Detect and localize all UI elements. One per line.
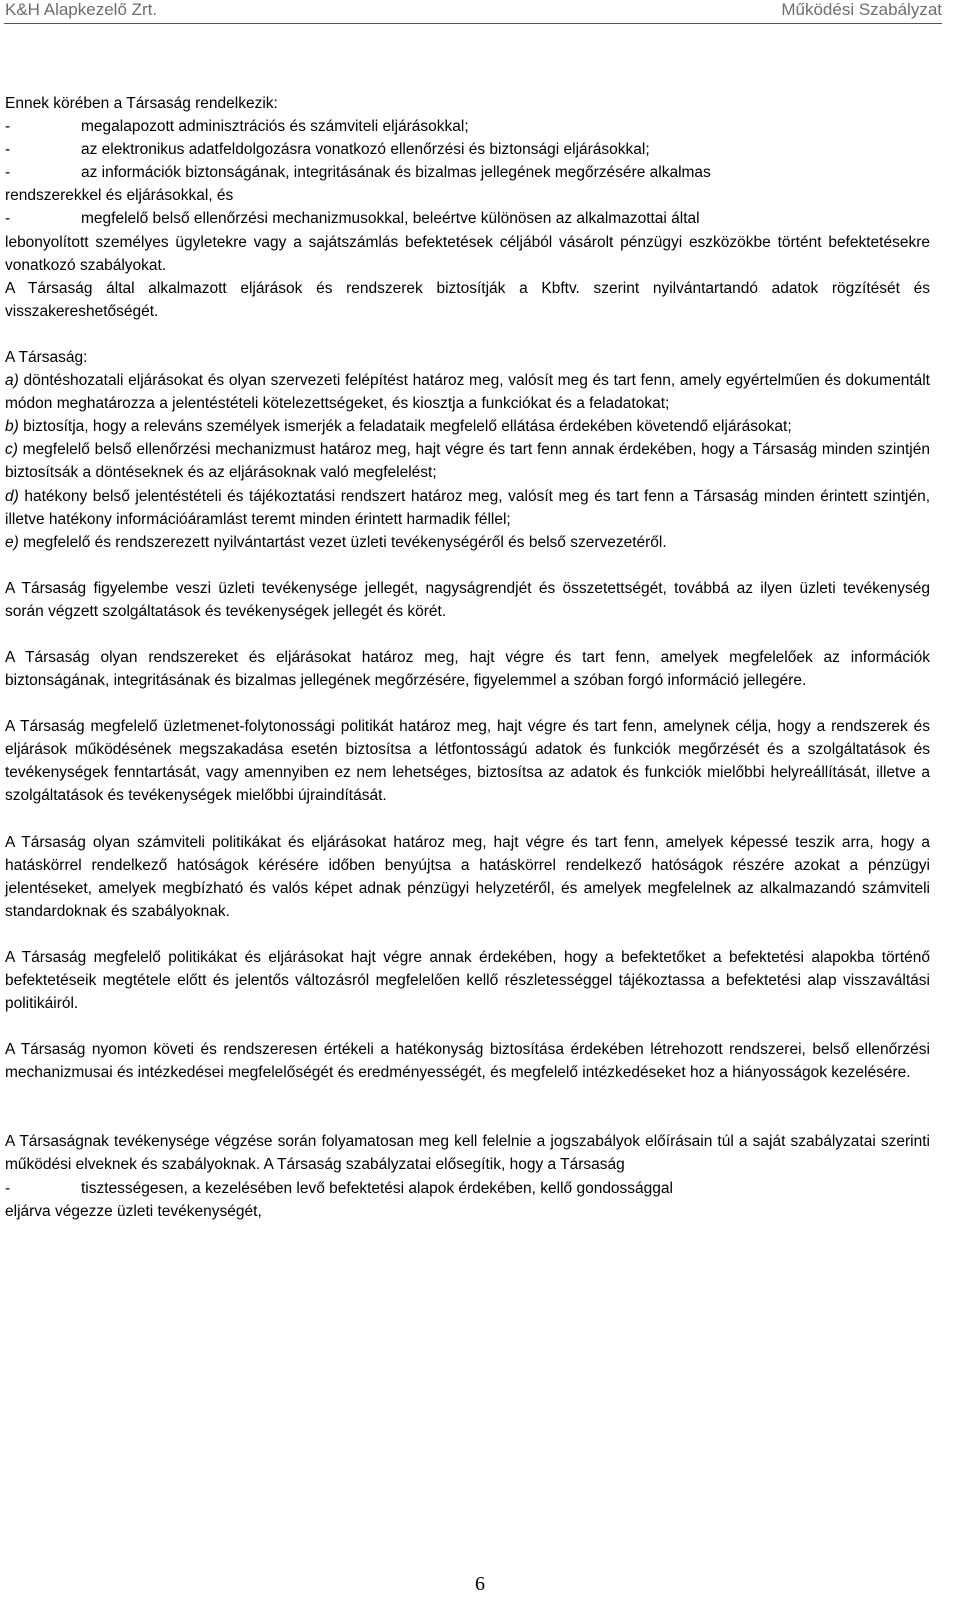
- dash-item: [5, 1177, 930, 1200]
- paragraph-gap: [5, 808, 930, 831]
- paragraph: A Társaság figyelembe veszi üzleti tevékenysége jellegét, nagyságrendjét és összetettségét, továbbá az ilyen üzleti tevékenység során végzett szolgáltatások és tevékenységek jellegét és körét.: [5, 579, 930, 620]
- dash-marker: -: [5, 118, 11, 136]
- document-body: [5, 92, 930, 1223]
- paragraph-gap: [5, 323, 930, 346]
- dash-item: [5, 115, 930, 138]
- paragraph-gap: [5, 1015, 930, 1038]
- item-letter: d): [5, 487, 19, 505]
- block2-item-a: [5, 369, 930, 415]
- final-paragraph: A Társaságnak tevékenysége végzése során folyamatosan meg kell felelnie a jogszabályok előírásain túl a saját szabályzatai szerinti működési elveknek és szabályoknak. A Társaság szabályzatai elősegítik, hogy a Társaság: [5, 1133, 930, 1174]
- dash-item: [5, 207, 930, 230]
- paragraph-gap: [5, 1084, 930, 1130]
- dash-marker: -: [5, 164, 11, 182]
- page-number: 6: [475, 1573, 485, 1595]
- dash-text: megfelelő belső ellenőrzési mechanizmusokkal, beleértve különösen az alkalmazottai által: [81, 210, 700, 228]
- dash-text: tisztességesen, a kezelésében levő befektetési alapok érdekében, kellő gondossággal: [81, 1179, 673, 1197]
- dash-item: [5, 138, 930, 161]
- paragraph-gap: [5, 554, 930, 577]
- block1-dash4-rest: lebonyolított személyes ügyletekre vagy a sajátszámlás befektetések céljából vásárolt pénzügyi eszközökbe történt befektetésekre vonatkozó szabályokat.: [5, 233, 930, 274]
- block1-closing: A Társaság által alkalmazott eljárások és rendszerek biztosítják a Kbftv. szerint nyilvántartandó adatok rögzítését és visszakereshetőségét.: [5, 279, 930, 320]
- paragraph-gap: [5, 692, 930, 715]
- header-divider: [4, 23, 942, 24]
- dash-text: az információk biztonságának, integritásának és bizalmas jellegének megőrzésére alkalmas: [81, 164, 711, 182]
- item-text: megfelelő és rendszerezett nyilvántartást vezet üzleti tevékenységéről és belső szervezetéről.: [18, 533, 667, 551]
- dash-marker: -: [5, 1179, 11, 1197]
- item-text: hatékony belső jelentéstételi és tájékoztatási rendszert határoz meg, valósít meg és tart fenn a Társaság minden érintett szintjén, illetve hatékony információáramlást teremt minden érintett harmadik féllel;: [5, 487, 930, 528]
- paragraph-gap: [5, 623, 930, 646]
- item-letter: e): [5, 533, 19, 551]
- final-dash-rest: eljárva végezze üzleti tevékenységét,: [5, 1202, 262, 1220]
- item-text: biztosítja, hogy a releváns személyek ismerjék a feladataik megfelelő ellátása érdekében követendő eljárásokat;: [18, 418, 792, 436]
- block2-item-e: [5, 531, 930, 554]
- item-text: döntéshozatali eljárásokat és olyan szervezeti felépítést határoz meg, valósít meg és tart fenn, amely egyértelműen és dokumentált módon meghatározza a jelentéstételi kötelezettségeket, és kiosztja a funkciókat és a feladatokat;: [5, 372, 930, 413]
- item-letter: c): [5, 441, 18, 459]
- block2-intro: A Társaság:: [5, 348, 88, 366]
- paragraph: A Társaság megfelelő üzletmenet-folytonossági politikát határoz meg, hajt végre és tart fenn, amelynek célja, hogy a rendszerek és eljárások működésének megszakadása esetén biztosítsa a létfontosságú adatok és funkciók megőrzését és a szolgáltatások és tevékenységek fenntartását, vagy amennyiben ez nem lehetséges, biztosítsa az adatok és funkciók mielőbbi helyreállítását, illetve a szolgáltatások és tevékenységek mielőbbi újraindítását.: [5, 718, 930, 805]
- dash-marker: -: [5, 210, 11, 228]
- dash-text: az elektronikus adatfeldolgozásra vonatkozó ellenőrzési és biztonsági eljárásokkal;: [81, 141, 650, 159]
- document-title: Működési Szabályzat: [781, 0, 942, 19]
- dash-marker: -: [5, 141, 11, 159]
- block2-item-c: [5, 438, 930, 484]
- company-name: K&H Alapkezelő Zrt.: [5, 0, 158, 19]
- block1-intro: Ennek körében a Társaság rendelkezik:: [5, 95, 278, 112]
- dash-text: megalapozott adminisztrációs és számviteli eljárásokkal;: [81, 118, 469, 136]
- block1-continuation: rendszerekkel és eljárásokkal, és: [5, 187, 234, 205]
- item-letter: b): [5, 418, 19, 436]
- item-letter: a): [5, 372, 19, 390]
- paragraph-gap: [5, 923, 930, 946]
- paragraph: A Társaság olyan számviteli politikákat és eljárásokat határoz meg, hajt végre és tart fenn, amelyek képessé teszik arra, hogy a hatáskörrel rendelkező hatóságok kérésére időben benyújtsa a hatáskörrel rendelkező hatóságok részére azokat a pénzügyi jelentéseket, amelyek megbízható és valós képet adnak pénzügyi helyzetéről, és amelyek megfelelnek az alkalmazandó számviteli standardoknak és szabályoknak.: [5, 833, 930, 920]
- paragraph: A Társaság nyomon követi és rendszeresen értékeli a hatékonyság biztosítása érdekében létrehozott rendszerei, belső ellenőrzési mechanizmusai és intézkedései megfelelőségét és eredményességét, és megfelelő intézkedéseket hoz a hiányosságok kezelésére.: [5, 1041, 930, 1082]
- dash-item: [5, 161, 930, 184]
- paragraph: A Társaság megfelelő politikákat és eljárásokat hajt végre annak érdekében, hogy a befektetőket a befektetési alapokba történő befektetéseik megtétele előtt és jelentős változásról megfelelően kellő részletességgel tájékoztassa a befektetési alap visszaváltási politikáiról.: [5, 948, 930, 1013]
- block2-item-b: [5, 415, 930, 438]
- item-text: megfelelő belső ellenőrzési mechanizmust határoz meg, hajt végre és tart fenn annak érdekében, hogy a Társaság minden szintjén biztosítsák a döntéseknek és az eljárásoknak való megfelelést;: [5, 441, 930, 482]
- page-header: [5, 0, 942, 23]
- paragraph: A Társaság olyan rendszereket és eljárásokat határoz meg, hajt végre és tart fenn, amelyek megfelelőek az információk biztonságának, integritásának és bizalmas jellegének megőrzésére, figyelemmel a szóban forgó információ jellegére.: [5, 648, 930, 690]
- block2-item-d: [5, 485, 930, 531]
